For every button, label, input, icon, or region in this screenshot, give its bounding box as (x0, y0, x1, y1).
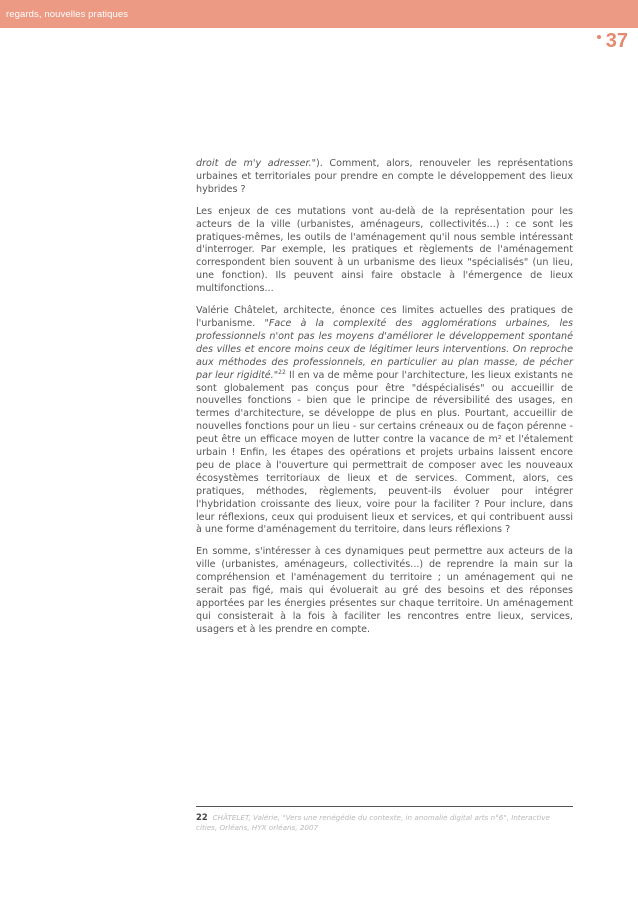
body-text (196, 158, 573, 646)
paragraph-1-text: "). Comment, alors, renouveler les représentations urbaines et territoriales pour prendre en compte le développement des lieux hybrides ? (196, 158, 573, 195)
footnote-reference[interactable]: 22 (278, 368, 286, 376)
paragraph-3 (196, 305, 573, 537)
footnote (196, 812, 573, 833)
quotation: "Face à la complexité des agglomérations urbaines, les professionnels n'ont pas les moyens d'améliorer le développement spontané des villes et encore moins ceux de légitimer leurs interventions. On reproche aux méthodes des professionnels, en particulier au plan masse, de pécher par leur rigidité." (196, 317, 574, 381)
footnote-text: CHÂTELET, Valérie, "Vers une renégédie du contexte, in anomalie digital arts n°6", Interactive cities, Orléans, HYX orléans, 2007 (196, 813, 550, 832)
page-number: 37 (605, 30, 628, 52)
paragraph-3-intro: Valérie Châtelet, architecte, énonce ces limites actuelles des pratiques de l'urbanisme. (196, 305, 573, 329)
section-label: regards, nouvelles pratiques (6, 9, 129, 20)
header-bar (0, 0, 638, 28)
paragraph-4: En somme, s'intéresser à ces dynamiques peut permettre aux acteurs de la ville (urbanistes, aménageurs, collectivités...) de reprendre la main sur la compréhension et l'aménagement du territoire ; un aménagement qui ne serait pas figé, mais qui évoluerait au gré des besoins et des réponses apportées par les énergies présentes sur chaque territoire. Un aménagement qui consisterait à la fois à faciliter les rencontres entre lieux, services, usagers et à les prendre en compte. (196, 546, 573, 635)
paragraph-3-text: Il en va de même pour l'architecture, les lieux existants ne sont globalement pas conçus pour être "déspécialisés" ou accueillir de nouvelles fonctions - bien que le principe de réversibilité des usages, en termes d'architecture, se développe de plus en plus. Pourtant, accueillir de nouvelles fonctions pour un lieu - sur certains créneaux ou de façon pérenne - peut être un efficace moyen de lutter contre la vacance de m² et l'étalement urbain ! Enfin, les étapes des opérations et projets urbains laissent encore peu de place à l'ouverture qui permettrait de composer avec les nouveaux écosystèmes territoriaux de lieux et de services. Comment, alors, ces pratiques, méthodes, règlements, peuvent-ils évoluer pour intégrer l'hybridation croissante des lieux, voire pour la faciliter ? Pour inclure, dans leur réflexions, ceux qui produisent lieux et services, et qui contribuent aussi à une forme d'aménagement du territoire, dans leurs réflexions ? (196, 369, 573, 536)
page-number-area (597, 28, 628, 54)
footnote-divider (196, 806, 573, 807)
paragraph-1-italic: droit de m'y adresser. (196, 158, 312, 169)
footnote-number: 22 (196, 812, 208, 822)
paragraph-1 (196, 158, 573, 197)
paragraph-2: Les enjeux de ces mutations vont au-delà de la représentation pour les acteurs de la ville (urbanistes, aménageurs, collectivités...) : ce sont les pratiques-mêmes, les outils de l'aménagement qu'il nous semble intéressant d'interroger. Par exemple, les pratiques et règlements de l'aménagement correspondent bien souvent à un urbanisme des lieux "spécialisés" (un lieu, une fonction). Ils peuvent ainsi faire obstacle à l'émergence de lieux multifonctions... (196, 205, 573, 295)
bullet-icon (597, 35, 601, 39)
